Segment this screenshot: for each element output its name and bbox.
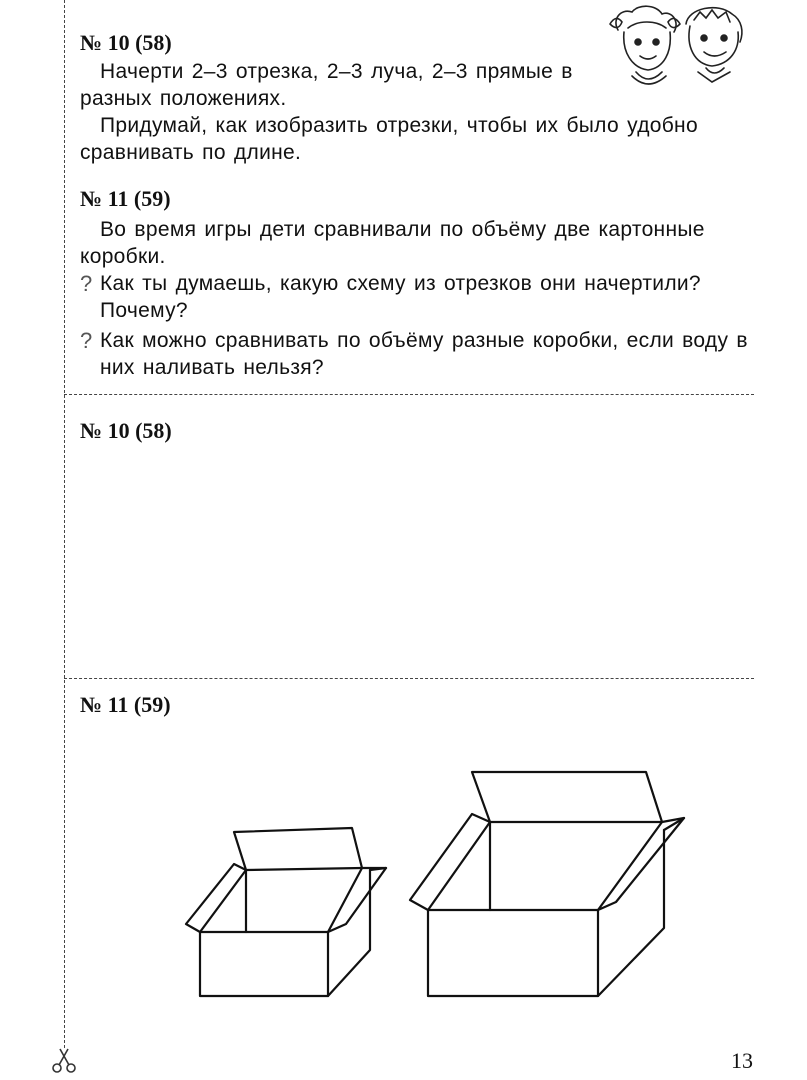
page-number: 13	[731, 1048, 753, 1073]
task-10-instruction-text: Начерти 2–3 отрезка, 2–3 луча, 2–3 прямые в разных положениях.	[80, 60, 573, 110]
horizontal-cut-line-2	[64, 678, 754, 679]
task-10-instruction-2	[80, 112, 750, 166]
answer-10-header: № 10 (58)	[80, 418, 172, 443]
question-icon: ?	[80, 328, 93, 353]
large-box	[410, 772, 684, 996]
task-10-instruction-2-text: Придумай, как изобразить отрезки, чтобы их было удобно сравнивать по длине.	[80, 114, 698, 164]
answer-11-header: № 11 (59)	[80, 692, 171, 717]
small-box	[186, 828, 386, 996]
task-11-question-2	[80, 327, 750, 381]
task-11-question-1-text: Как ты думаешь, какую схему из отрезков они начертили? Почему?	[100, 272, 701, 322]
children-illustration	[608, 2, 754, 90]
scissors-icon	[50, 1046, 78, 1074]
task-11-question-2-text: Как можно сравнивать по объёму разные коробки, если воду в них наливать нельзя?	[100, 329, 748, 379]
question-icon: ?	[80, 271, 93, 296]
task-11-question-1	[80, 270, 750, 324]
task-11-instruction	[80, 216, 750, 270]
task-10-instruction	[80, 58, 610, 112]
horizontal-cut-line-1	[64, 394, 754, 395]
cardboard-boxes-illustration	[180, 760, 700, 1010]
vertical-cut-line	[64, 0, 65, 1048]
task-11-instruction-text: Во время игры дети сравнивали по объёму две картонные коробки.	[80, 218, 705, 268]
task-10-header: № 10 (58)	[80, 30, 172, 55]
task-11-header: № 11 (59)	[80, 186, 171, 211]
